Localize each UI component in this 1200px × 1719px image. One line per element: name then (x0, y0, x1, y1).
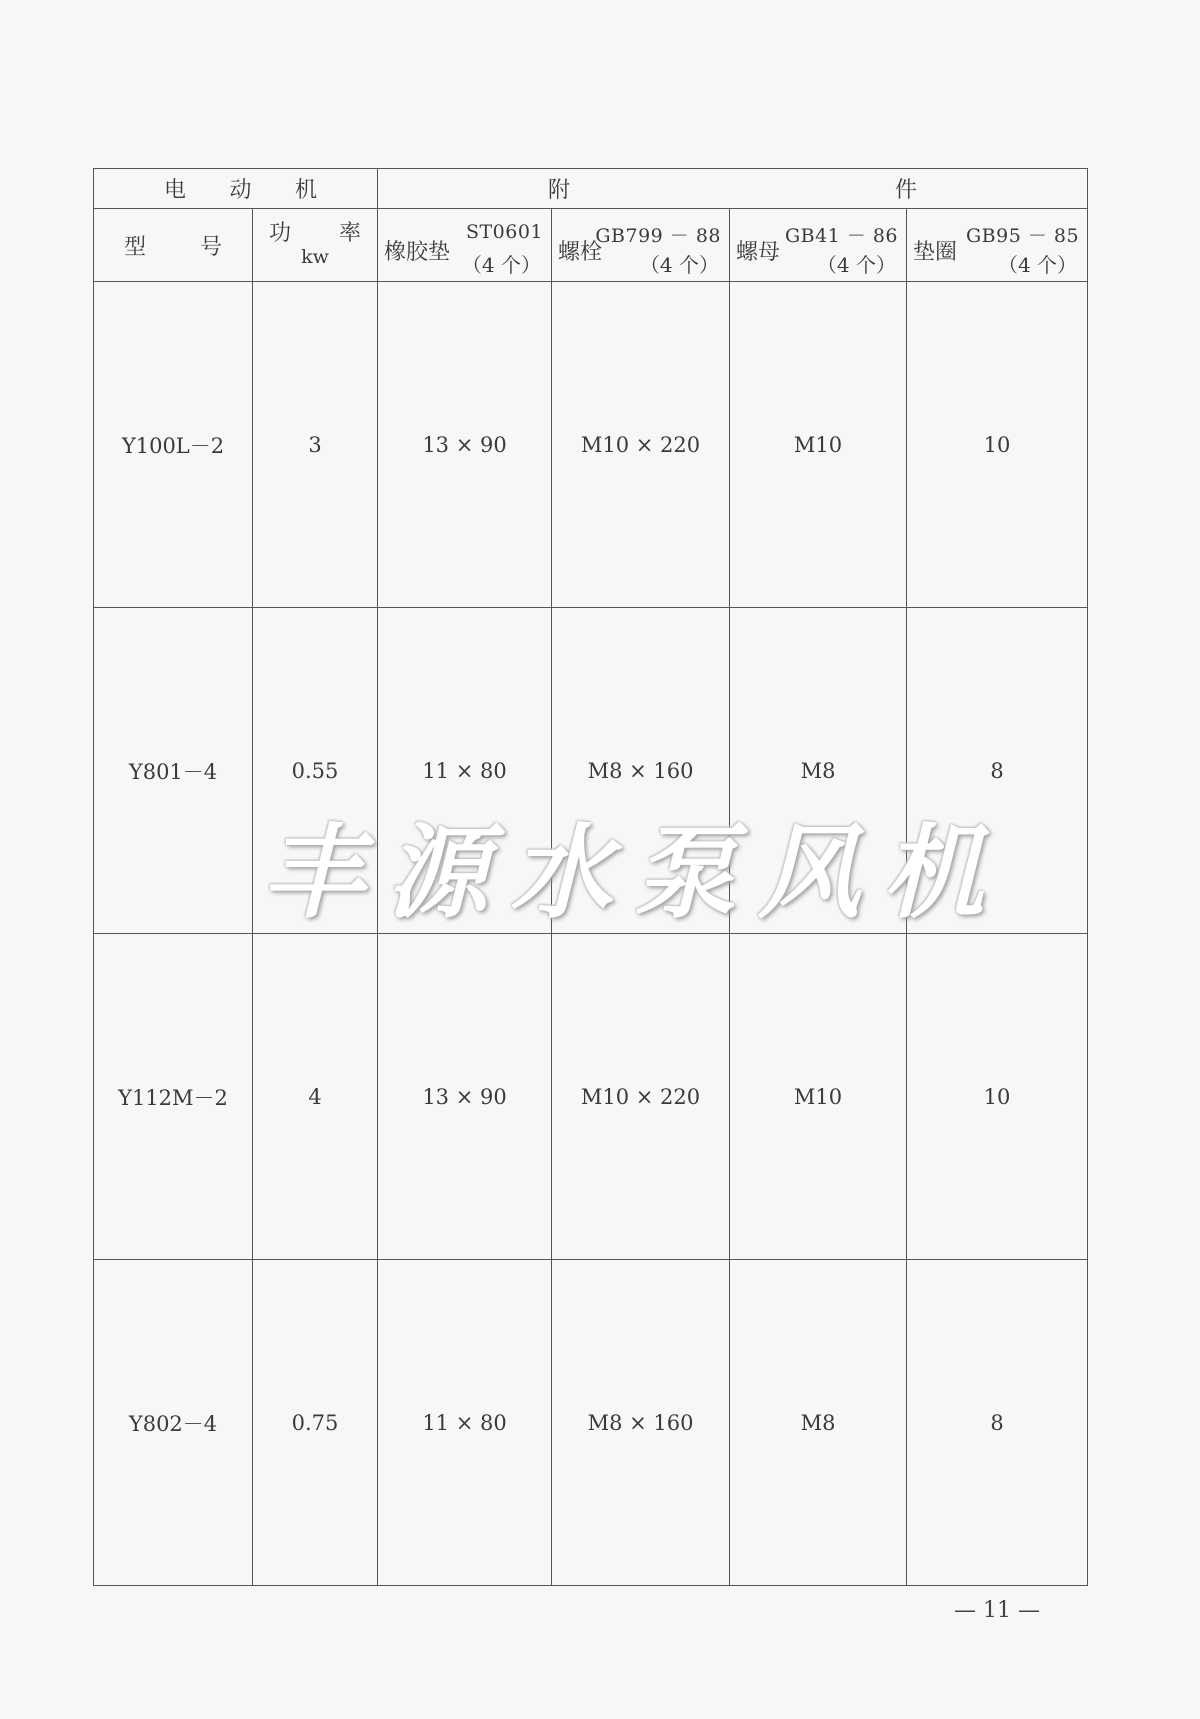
header-group-row (94, 169, 1088, 209)
header-power: 功 率 kw (253, 209, 378, 282)
cell-bolt: M8 × 160 (552, 608, 730, 934)
cell-power: 0.75 (253, 1260, 378, 1586)
cell-nut: M8 (730, 608, 907, 934)
power-unit: kw (301, 245, 329, 268)
cell-washer: 10 (907, 282, 1088, 608)
cell-nut: M8 (730, 1260, 907, 1586)
cell-nut: M10 (730, 282, 907, 608)
cell-washer: 8 (907, 608, 1088, 934)
cell-model: Y801－4 (94, 608, 253, 934)
cell-rubber-pad: 11 × 80 (378, 1260, 552, 1586)
header-column-row (94, 209, 1088, 282)
cell-model: Y112M－2 (94, 934, 253, 1260)
header-motor: 电 动 机 (94, 169, 378, 209)
header-rubber-pad: 橡胶垫 ST0601 （4 个） (378, 209, 552, 282)
cell-bolt: M8 × 160 (552, 1260, 730, 1586)
table-row (94, 1260, 1088, 1586)
cell-model: Y100L－2 (94, 282, 253, 608)
header-bolt: 螺栓 GB799 － 88 （4 个） (552, 209, 730, 282)
page-number: — 11 — (954, 1598, 1040, 1623)
cell-model: Y802－4 (94, 1260, 253, 1586)
cell-rubber-pad: 13 × 90 (378, 282, 552, 608)
cell-power: 4 (253, 934, 378, 1260)
table-row (94, 934, 1088, 1260)
watermark-text: 丰源水泵风机 (262, 814, 1006, 933)
header-washer: 垫圈 GB95 － 85 （4 个） (907, 209, 1088, 282)
header-nut: 螺母 GB41 － 86 （4 个） (730, 209, 907, 282)
cell-rubber-pad: 13 × 90 (378, 934, 552, 1260)
cell-washer: 10 (907, 934, 1088, 1260)
cell-power: 0.55 (253, 608, 378, 934)
header-model: 型 号 (94, 209, 253, 282)
header-accessories: 附 件 (378, 169, 1088, 209)
cell-washer: 8 (907, 1260, 1088, 1586)
cell-power: 3 (253, 282, 378, 608)
cell-bolt: M10 × 220 (552, 282, 730, 608)
cell-nut: M10 (730, 934, 907, 1260)
cell-rubber-pad: 11 × 80 (378, 608, 552, 934)
cell-bolt: M10 × 220 (552, 934, 730, 1260)
table-row (94, 282, 1088, 608)
